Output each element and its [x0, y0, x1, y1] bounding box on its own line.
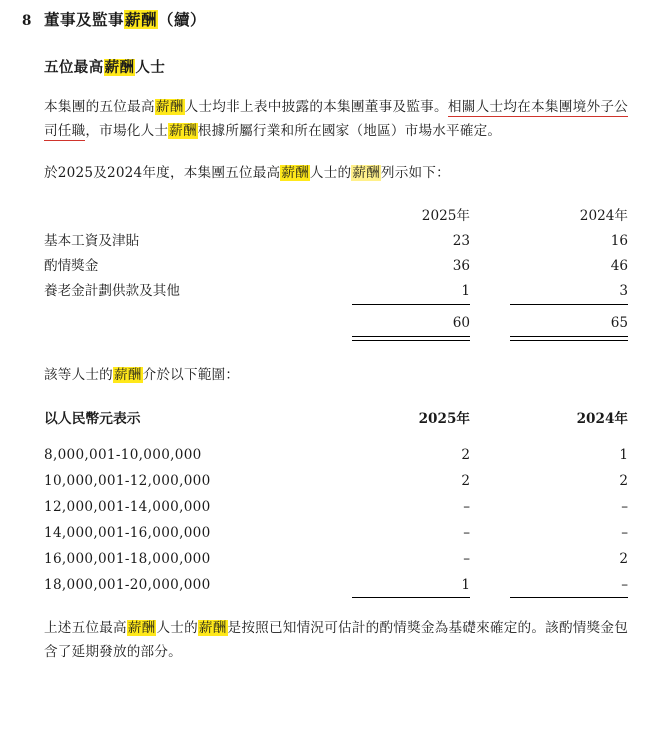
document-body	[44, 56, 628, 664]
table-header-row	[44, 407, 628, 437]
table-header-row	[44, 204, 628, 224]
subsection-heading-part-1: 五位最高	[44, 59, 104, 76]
band-2024-4: –	[621, 524, 628, 541]
inline-highlight-salary: 薪酬	[113, 366, 142, 383]
subsection-heading-highlight: 薪酬	[104, 59, 135, 76]
table-row	[44, 437, 628, 463]
band-2025-4: –	[463, 524, 470, 541]
band-label-6: 18,000,001-20,000,000	[44, 576, 211, 593]
paragraph-five-highest-paid: 本集團的五位最高薪酬人士均非上表中披露的本集團董事及監事。相關人士均在本集團境外子公司任職，市場化人士薪酬根據所屬行業和所在國家（地區）市場水平確定。	[44, 99, 628, 140]
band-2024-2: 2	[619, 472, 628, 489]
table-row	[44, 274, 628, 299]
emoluments-col-2025: 2025年	[421, 207, 470, 224]
paragraph-bands-intro: 該等人士的薪酬介於以下範圍：	[44, 366, 240, 383]
emoluments-table	[44, 204, 628, 341]
band-label-2: 10,000,001-12,000,000	[44, 472, 211, 489]
inline-highlight-salary: 薪酬	[127, 619, 156, 636]
paragraph-table-intro: 於2025及2024年度，本集團五位最高薪酬人士的薪酬列示如下：	[44, 165, 450, 182]
table-double-rule	[44, 331, 628, 341]
bands-col-2025: 2025年	[418, 410, 470, 427]
emoluments-col-gap-2	[470, 204, 510, 224]
table-total-row	[44, 305, 628, 331]
section-title-part-2: （續）	[158, 10, 207, 29]
table-row	[44, 515, 628, 541]
total-value-2025: 60	[452, 314, 470, 331]
section-number: 8	[22, 13, 32, 29]
bands-col-currency: 以人民幣元表示	[44, 410, 141, 427]
band-2024-5: 2	[619, 550, 628, 567]
table-row	[44, 249, 628, 274]
band-2024-3: –	[621, 498, 628, 515]
inline-highlight-salary: 薪酬	[155, 99, 184, 115]
table-row	[44, 489, 628, 515]
band-label-3: 12,000,001-14,000,000	[44, 498, 211, 515]
paragraph-bonus-note: 上述五位最高薪酬人士的薪酬是按照已知情況可估計的酌情獎金為基礎來確定的。該酌情獎金包含了延期發放的部分。	[44, 619, 628, 660]
total-value-2024: 65	[610, 314, 628, 331]
bands-col-gap	[312, 407, 352, 437]
total-label	[44, 305, 312, 331]
row-value-2024-discretionary-bonus: 46	[610, 257, 628, 274]
row-value-2024-basic-salary: 16	[610, 232, 628, 249]
band-2024-1: 1	[619, 446, 628, 463]
table-row	[44, 224, 628, 249]
band-label-1: 8,000,001-10,000,000	[44, 446, 202, 463]
table-row	[44, 567, 628, 593]
row-label-pension: 養老金計劃供款及其他	[44, 282, 180, 299]
inline-highlight-salary: 薪酬	[198, 619, 227, 636]
emoluments-col-2024: 2024年	[579, 207, 628, 224]
section-title-part-1: 董事及監事	[44, 10, 125, 29]
band-2024-6: –	[621, 576, 628, 593]
band-2025-5: –	[463, 550, 470, 567]
section-title-highlight: 薪酬	[125, 10, 158, 29]
table-footer-rule	[44, 593, 628, 598]
inline-highlight-salary-soft: 薪酬	[352, 165, 380, 182]
band-2025-2: 2	[461, 472, 470, 489]
inline-highlight-salary: 薪酬	[169, 123, 197, 140]
band-label-4: 14,000,001-16,000,000	[44, 524, 211, 541]
row-value-2025-basic-salary: 23	[452, 232, 470, 249]
row-label-discretionary-bonus: 酌情獎金	[44, 257, 99, 274]
row-label-basic-salary: 基本工資及津貼	[44, 232, 140, 249]
section-header	[22, 0, 638, 30]
band-2025-3: –	[463, 498, 470, 515]
row-value-2025-discretionary-bonus: 36	[452, 257, 470, 274]
inline-highlight-salary: 薪酬	[281, 165, 309, 182]
band-2025-1: 2	[461, 446, 470, 463]
annotated-underline-phrase: 相關人士均在本集團境外子公司任職	[44, 99, 628, 140]
subsection-heading-part-2: 人士	[135, 59, 166, 76]
row-value-2025-pension: 1	[461, 282, 470, 299]
table-row	[44, 463, 628, 489]
bands-col-2024: 2024年	[576, 410, 628, 427]
row-value-2024-pension: 3	[619, 282, 628, 299]
bands-col-gap-2	[470, 407, 510, 437]
table-row	[44, 541, 628, 567]
emoluments-col-blank	[44, 204, 312, 224]
band-2025-6: 1	[461, 576, 470, 593]
band-label-5: 16,000,001-18,000,000	[44, 550, 211, 567]
section-title	[44, 8, 206, 30]
emolument-bands-table	[44, 407, 628, 598]
emoluments-col-gap	[312, 204, 352, 224]
subsection-heading	[44, 56, 628, 77]
